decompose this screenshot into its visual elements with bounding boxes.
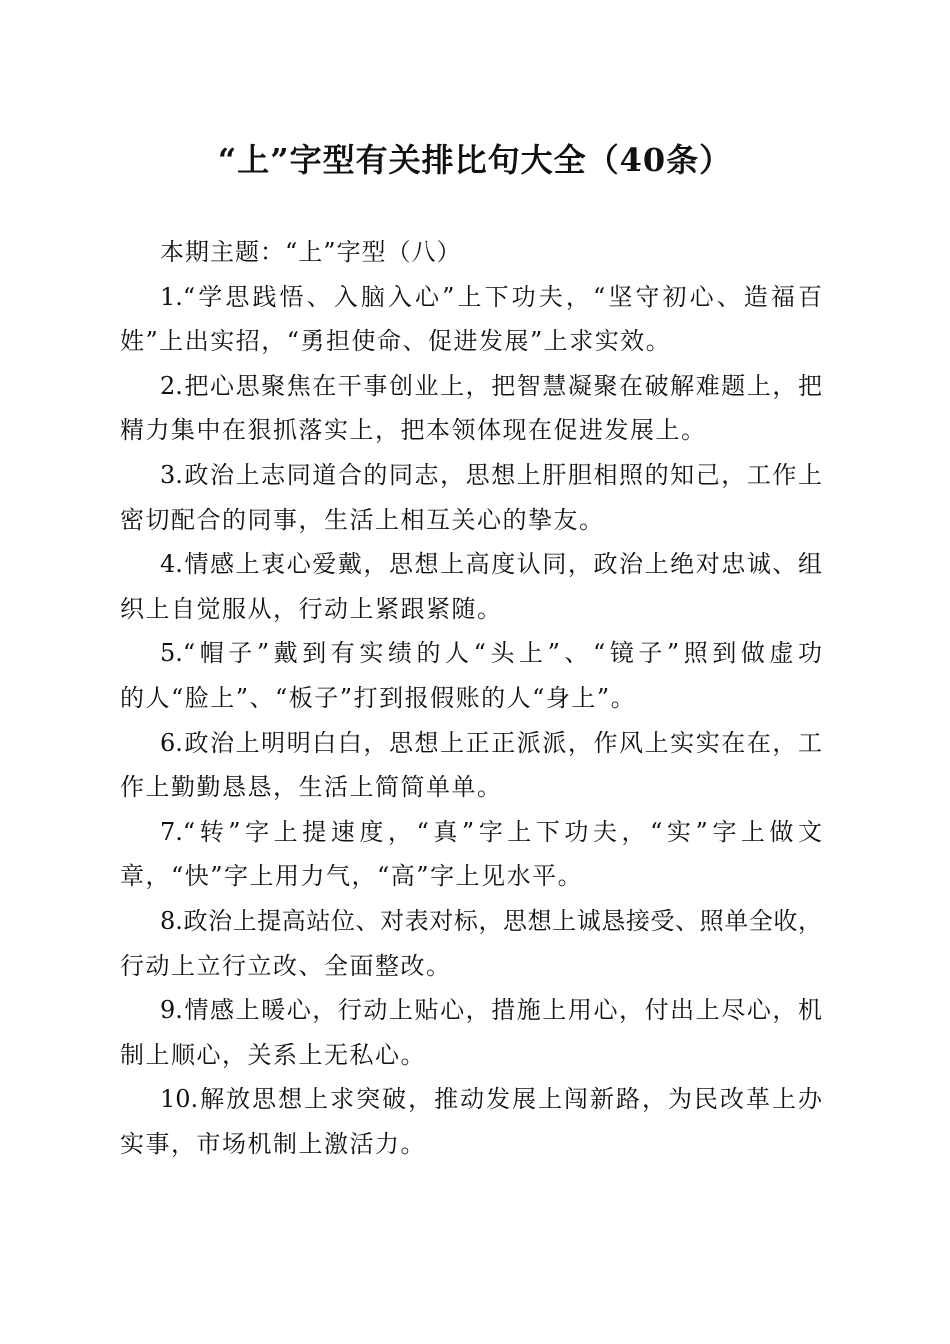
list-item-8 <box>120 899 822 988</box>
list-item-line: 的人“脸上”、“板子”打到报假账的人“身上”。 <box>120 683 637 712</box>
list-item-line: 密切配合的同事，生活上相互关心的挚友。 <box>120 505 605 534</box>
list-item-2 <box>120 364 822 453</box>
list-item-line: 10.解放思想上求突破，推动发展上闯新路，为民改革上办 <box>160 1085 822 1114</box>
list-item-7 <box>120 810 822 899</box>
list-item-line: 制上顺心，关系上无私心。 <box>120 1040 426 1069</box>
list-item-10 <box>120 1077 822 1166</box>
list-item-9 <box>120 988 822 1077</box>
list-item-line: 3.政治上志同道合的同志，思想上肝胆相照的知己，工作上 <box>160 460 822 489</box>
list-item-line: 7.“转”字上提速度，“真”字上下功夫，“实”字上做文 <box>160 817 822 846</box>
list-item-5 <box>120 631 822 720</box>
list-item-line: 6.政治上明明白白，思想上正正派派，作风上实实在在，工 <box>160 728 822 757</box>
list-item-4 <box>120 542 822 631</box>
list-item-line: 精力集中在狠抓落实上，把本领体现在促进发展上。 <box>120 416 707 445</box>
list-item-line: 2.把心思聚焦在干事创业上，把智慧凝聚在破解难题上，把 <box>160 371 822 400</box>
list-item-3 <box>120 453 822 542</box>
list-item-line: 9.情感上暖心，行动上贴心，措施上用心，付出上尽心，机 <box>160 996 822 1025</box>
theme-line: 本期主题：“上”字型（八） <box>160 238 462 266</box>
list-item-line: 4.情感上衷心爱戴，思想上高度认同，政治上绝对忠诚、组 <box>160 550 822 579</box>
list-item-line: 作上勤勤恳恳，生活上简简单单。 <box>120 773 503 802</box>
list-item-line: 行动上立行立改、全面整改。 <box>120 951 452 980</box>
document-body <box>120 230 822 1166</box>
list-item-line: 1.“学思践悟、入脑入心”上下功夫，“坚守初心、造福百 <box>160 282 822 311</box>
list-item-line: 5.“帽子”戴到有实绩的人“头上”、“镜子”照到做虚功 <box>160 639 822 668</box>
list-item-1 <box>120 275 822 364</box>
list-item-6 <box>120 721 822 810</box>
list-item-line: 织上自觉服从，行动上紧跟紧随。 <box>120 594 503 623</box>
list-item-line: 实事，市场机制上激活力。 <box>120 1129 426 1158</box>
list-item-line: 姓”上出实招，“勇担使命、促进发展”上求实效。 <box>120 327 672 356</box>
list-item-line: 章，“快”字上用力气，“高”字上见水平。 <box>120 862 584 891</box>
list-item-line: 8.政治上提高站位、对表对标，思想上诚恳接受、照单全收， <box>160 906 822 935</box>
document-title: “上”字型有关排比句大全（40条） <box>217 141 733 179</box>
